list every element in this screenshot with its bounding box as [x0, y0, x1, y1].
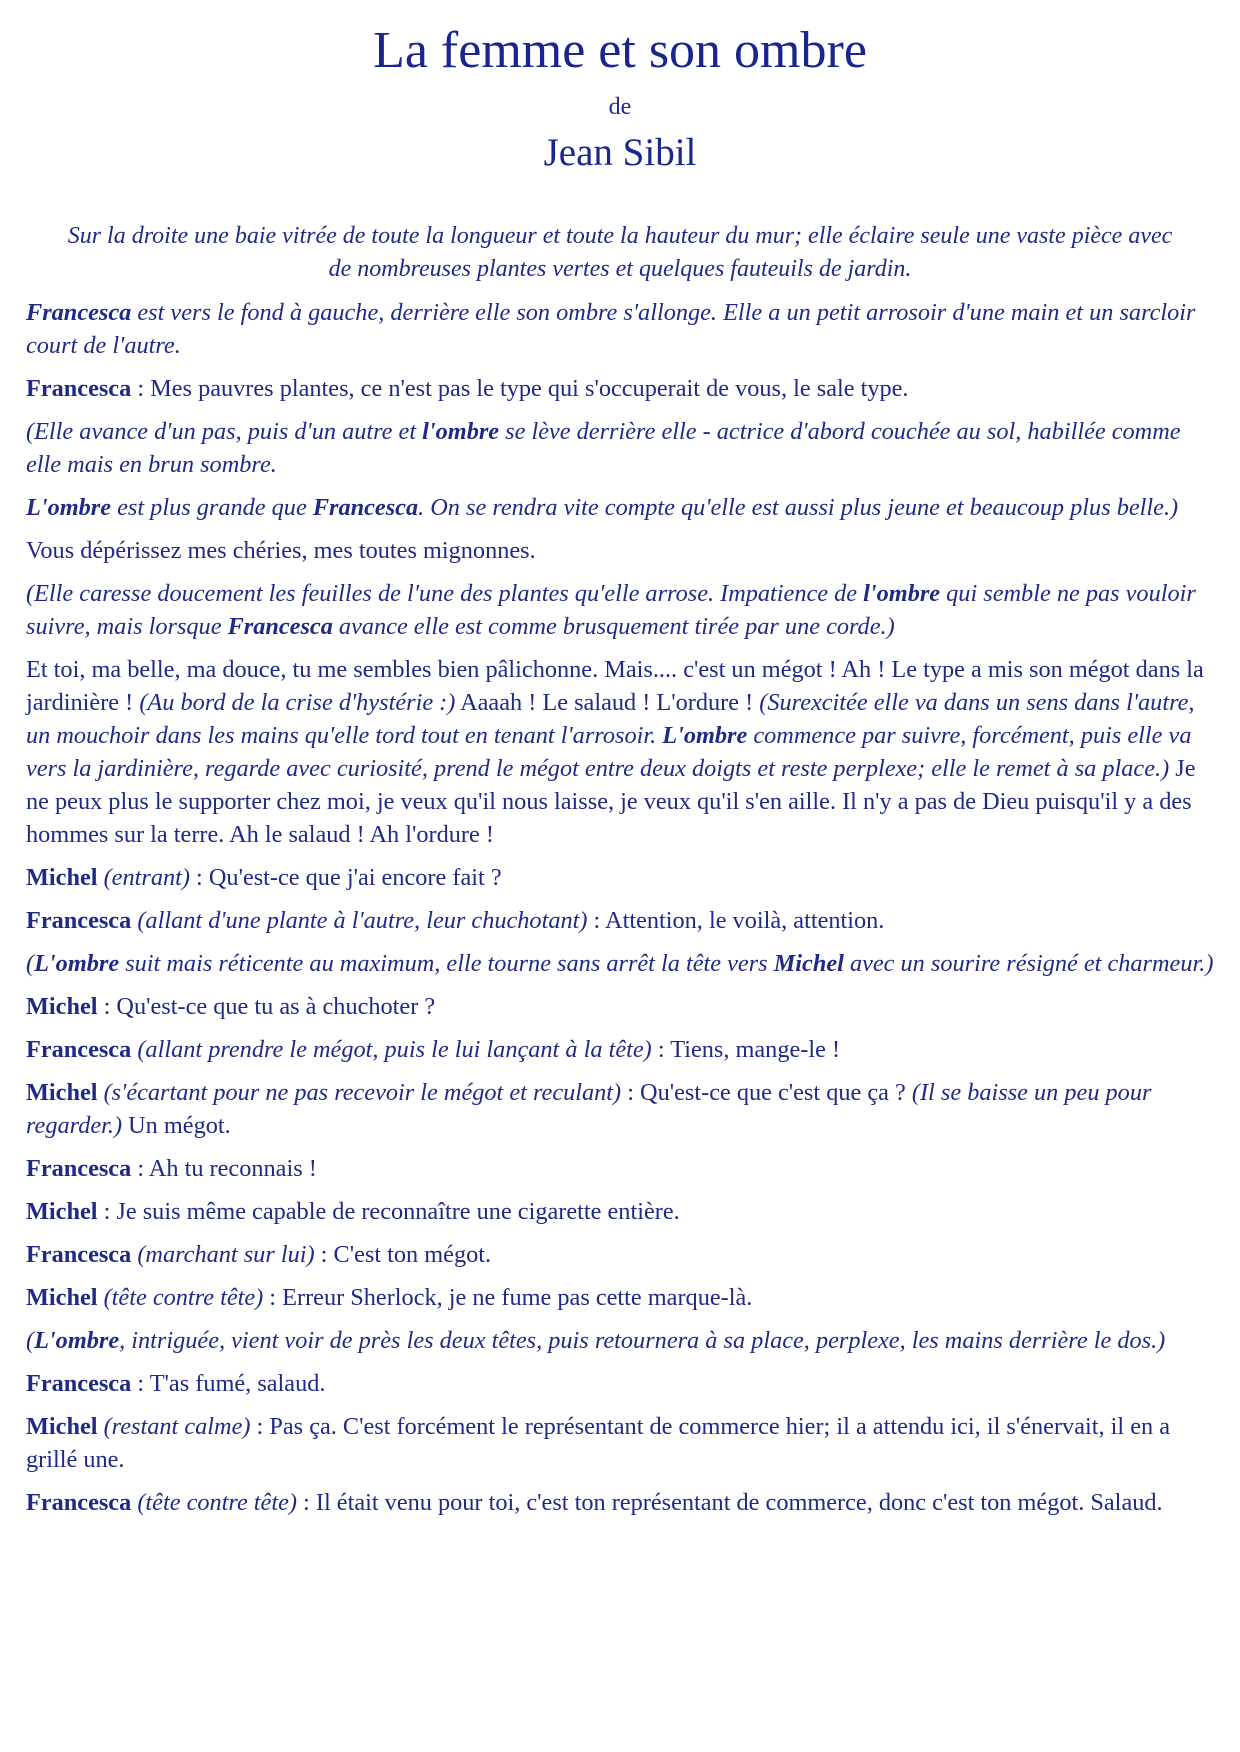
script-paragraph [26, 577, 1214, 643]
stage-direction: avec un sourire résigné et charmeur.) [843, 950, 1214, 977]
dialogue-text: Un mégot. [122, 1112, 231, 1139]
dialogue-text: : Qu'est-ce que j'ai encore fait ? [189, 864, 502, 891]
dialogue-text: : T'as fumé, salaud. [131, 1370, 326, 1397]
speaker-name: Francesca [26, 907, 132, 934]
dialogue-text: : Il était venu pour toi, c'est ton représentant de commerce, donc c'est ton mégot. Salaud. [296, 1489, 1163, 1516]
script-body [26, 296, 1214, 1519]
script-paragraph [26, 1410, 1214, 1476]
speaker-name: Francesca [26, 1370, 132, 1397]
character-name: L'ombre [26, 494, 112, 521]
script-paragraph [26, 534, 1214, 567]
script-paragraph [26, 1033, 1214, 1066]
character-name: Francesca [312, 494, 419, 521]
stage-direction: est plus grande que [111, 494, 313, 521]
stage-direction: (restant calme) [103, 1413, 251, 1440]
stage-direction: (s'écartant pour ne pas recevoir le mégot et reculant) [103, 1079, 622, 1106]
script-paragraph [26, 296, 1214, 362]
stage-direction: ( [26, 1327, 35, 1354]
stage-direction: (marchant sur lui) [137, 1241, 315, 1268]
stage-direction: se lève derrière elle - actrice d'abord couchée au sol, habillée comme elle mais en brun sombre. [26, 418, 1181, 478]
script-paragraph [26, 1367, 1214, 1400]
dialogue-text: : Tiens, mange-le ! [651, 1036, 841, 1063]
dialogue-text: Je ne peux plus le supporter chez moi, je veux qu'il nous laisse, je veux qu'il s'en aille. Il n'y a pas de Dieu puisqu'il y a des hommes sur la terre. Ah le salaud ! Ah l'ordure ! [26, 755, 1196, 848]
script-paragraph [26, 1076, 1214, 1142]
character-name: l'ombre [863, 580, 941, 607]
stage-direction: suit mais réticente au maximum, elle tourne sans arrêt la tête vers [119, 950, 774, 977]
script-paragraph [26, 904, 1214, 937]
dialogue-text: : Je suis même capable de reconnaître une cigarette entière. [97, 1198, 680, 1225]
dialogue-text: : Mes pauvres plantes, ce n'est pas le type qui s'occuperait de vous, le sale type. [131, 375, 909, 402]
character-name: L'ombre [34, 1327, 120, 1354]
script-paragraph [26, 491, 1214, 524]
character-name: Francesca [227, 613, 333, 640]
speaker-name: Michel [26, 993, 98, 1020]
stage-direction: (Il se baisse un peu pour regarder.) [26, 1079, 1152, 1139]
script-paragraph [26, 1152, 1214, 1185]
stage-direction: (Elle caresse doucement les feuilles de l'une des plantes qu'elle arrose. Impatience de [26, 580, 864, 607]
character-name: Francesca [26, 299, 132, 326]
script-paragraph [26, 1238, 1214, 1271]
character-name: L'ombre [34, 950, 120, 977]
speaker-name: Michel [26, 1413, 98, 1440]
stage-direction: commence par suivre, forcément, puis elle va vers la jardinière, regarde avec curiosité, prend le mégot entre deux doigts et reste perplexe; elle le remet à sa place.) [26, 722, 1192, 782]
script-paragraph [26, 990, 1214, 1023]
speaker-name: Francesca [26, 1241, 132, 1268]
speaker-name: Francesca [26, 1036, 132, 1063]
character-name: l'ombre [422, 418, 500, 445]
speaker-name: Francesca [26, 375, 132, 402]
dialogue-text: Et toi, ma belle, ma douce, tu me sembles bien pâlichonne. Mais.... c'est un mégot ! Ah ! Le type a mis son mégot dans la jardinière ! [26, 656, 1204, 716]
script-paragraph [26, 947, 1214, 980]
speaker-name: Michel [26, 864, 98, 891]
character-name: L'ombre [662, 722, 748, 749]
stage-direction: (Au bord de la crise d'hystérie :) [139, 689, 456, 716]
stage-direction: (tête contre tête) [103, 1284, 264, 1311]
stage-direction: ( [26, 950, 35, 977]
dialogue-text: : Attention, le voilà, attention. [587, 907, 885, 934]
stage-direction: , intriguée, vient voir de près les deux têtes, puis retournera à sa place, perplexe, les mains derrière le dos.) [119, 1327, 1166, 1354]
dialogue-text: Aaaah ! Le salaud ! L'ordure ! [455, 689, 760, 716]
speaker-name: Francesca [26, 1155, 132, 1182]
dialogue-text: Vous dépérissez mes chéries, mes toutes mignonnes. [26, 537, 536, 564]
dialogue-text: : Qu'est-ce que tu as à chuchoter ? [97, 993, 436, 1020]
page-title: La femme et son ombre [373, 22, 867, 79]
intro-stage-direction: Sur la droite une baie vitrée de toute la longueur et toute la hauteur du mur; elle éclaire seule une vaste pièce avec de nombreuses plantes vertes et quelques fauteuils de jardin. [67, 223, 1173, 282]
character-name: Michel [773, 950, 844, 977]
script-paragraph [26, 653, 1214, 851]
stage-direction: qui semble ne pas vouloir suivre, mais lorsque [26, 580, 1196, 640]
speaker-name: Michel [26, 1079, 98, 1106]
script-paragraph [26, 1324, 1214, 1357]
stage-direction: (entrant) [103, 864, 190, 891]
speaker-name: Michel [26, 1284, 98, 1311]
script-paragraph [26, 1195, 1214, 1228]
script-paragraph [26, 1281, 1214, 1314]
author-name: Jean Sibil [543, 131, 697, 174]
stage-direction: . On se rendra vite compte qu'elle est aussi plus jeune et beaucoup plus belle.) [418, 494, 1179, 521]
script-paragraph [26, 415, 1214, 481]
dialogue-text: : Qu'est-ce que c'est que ça ? [621, 1079, 912, 1106]
stage-direction: (allant prendre le mégot, puis le lui lançant à la tête) [137, 1036, 652, 1063]
dialogue-text: : Pas ça. C'est forcément le représentant de commerce hier; il a attendu ici, il s'énervait, il en a grillé une. [26, 1413, 1170, 1473]
stage-direction: (Elle avance d'un pas, puis d'un autre et [26, 418, 423, 445]
dialogue-text: : Erreur Sherlock, je ne fume pas cette marque-là. [263, 1284, 753, 1311]
stage-direction: est vers le fond à gauche, derrière elle son ombre s'allonge. Elle a un petit arrosoir d'une main et un sarcloir court de l'autre. [26, 299, 1196, 359]
speaker-name: Francesca [26, 1489, 132, 1516]
stage-direction: (allant d'une plante à l'autre, leur chuchotant) [137, 907, 588, 934]
stage-direction: (tête contre tête) [137, 1489, 297, 1516]
byline: de [608, 94, 632, 120]
stage-direction: (Surexcitée elle va dans un sens dans l'autre, un mouchoir dans les mains qu'elle tord tout en tenant l'arrosoir. [26, 689, 1195, 749]
dialogue-text: : Ah tu reconnais ! [131, 1155, 317, 1182]
speaker-name: Michel [26, 1198, 98, 1225]
dialogue-text: : C'est ton mégot. [314, 1241, 492, 1268]
script-paragraph [26, 1486, 1214, 1519]
script-paragraph [26, 372, 1214, 405]
script-paragraph [26, 861, 1214, 894]
stage-direction: avance elle est comme brusquement tirée par une corde.) [332, 613, 895, 640]
